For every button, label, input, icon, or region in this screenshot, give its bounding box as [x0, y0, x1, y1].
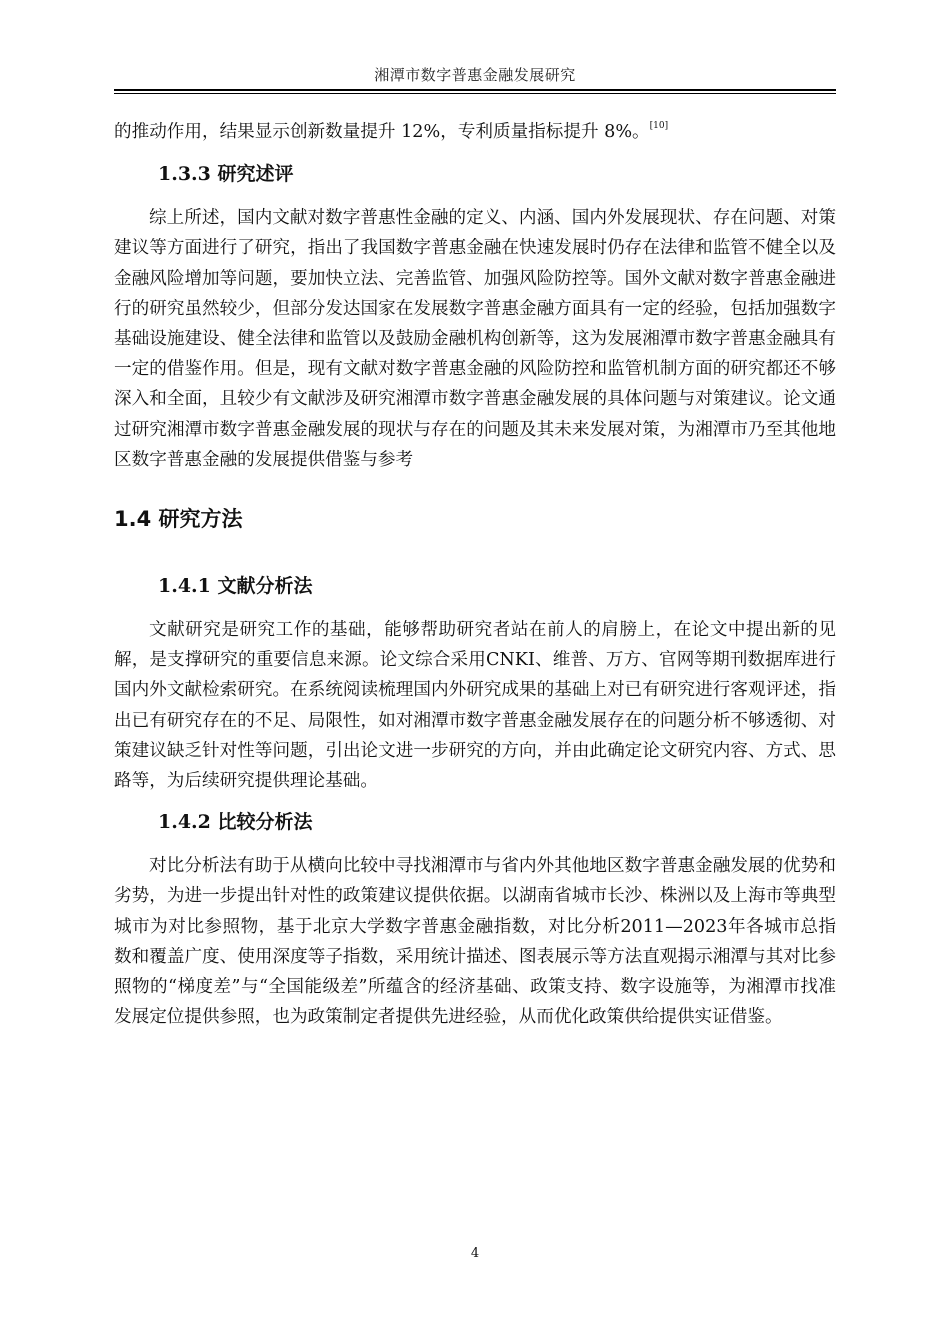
header-rule-thick	[114, 89, 836, 91]
citation-marker: [10]	[649, 121, 669, 131]
heading-1-4-1: 1.4.1 文献分析法	[158, 575, 313, 598]
heading-1-3-3: 1.3.3 研究述评	[158, 163, 294, 186]
page-number: 4	[470, 1246, 480, 1261]
paragraph-1-4-2: 对比分析法有助于从横向比较中寻找湘潭市与省内外其他地区数字普惠金融发展的优势和劣势，为进一步提出针对性的政策建议提供依据。以湖南省城市长沙、株洲以及上海市等典型城市为对比参照物，基于北京大学数字普惠金融指数，对比分析2011—2023年各城市总指数和覆盖广度、使用深度等子指数，采用统计描述、图表展示等方法直观揭示湘潭与其对比参照物的“梯度差”与“全国能级差”所蕴含的经济基础、政策支持、数字设施等，为湘潭市找准发展定位提供参照，也为政策制定者提供先进经验，从而优化政策供给提供实证借鉴。	[114, 856, 836, 1028]
intro-paragraph	[114, 117, 836, 147]
paragraph-1-4-1: 文献研究是研究工作的基础，能够帮助研究者站在前人的肩膀上，在论文中提出新的见解，是支撑研究的重要信息来源。论文综合采用CNKI、维普、万方、官网等期刊数据库进行国内外文献检索研究。在系统阅读梳理国内外研究成果的基础上对已有研究进行客观评述，指出已有研究存在的不足、局限性，如对湘潭市数字普惠金融发展存在的问题分析不够透彻、对策建议缺乏针对性等问题，引出论文进一步研究的方向，并由此确定论文研究内容、方式、思路等，为后续研究提供理论基础。	[114, 620, 836, 792]
intro-text: 的推动作用，结果显示创新数量提升 12%，专利质量指标提升 8%。	[114, 122, 650, 142]
page-body	[114, 117, 836, 1032]
heading-1-4-2: 1.4.2 比较分析法	[158, 811, 313, 834]
header-rule-thin	[114, 93, 836, 94]
running-header: 湘潭市数字普惠金融发展研究	[374, 66, 576, 84]
paragraph-1-3-3: 综上所述，国内文献对数字普惠性金融的定义、内涵、国内外发展现状、存在问题、对策建议等方面进行了研究，指出了我国数字普惠金融在快速发展时仍存在法律和监管不健全以及金融风险增加等问题，要加快立法、完善监管、加强风险防控等。国外文献对数字普惠金融进行的研究虽然较少，但部分发达国家在发展数字普惠金融方面具有一定的经验，包括加强数字基础设施建设、健全法律和监管以及鼓励金融机构创新等，这为发展湘潭市数字普惠金融具有一定的借鉴作用。但是，现有文献对数字普惠金融的风险防控和监管机制方面的研究都还不够深入和全面，且较少有文献涉及研究湘潭市数字普惠金融发展的具体问题与对策建议。论文通过研究湘潭市数字普惠金融发展的现状与存在的问题及其未来发展对策，为湘潭市乃至其他地区数字普惠金融的发展提供借鉴与参考	[114, 208, 836, 470]
heading-1-4: 1.4 研究方法	[114, 507, 243, 532]
